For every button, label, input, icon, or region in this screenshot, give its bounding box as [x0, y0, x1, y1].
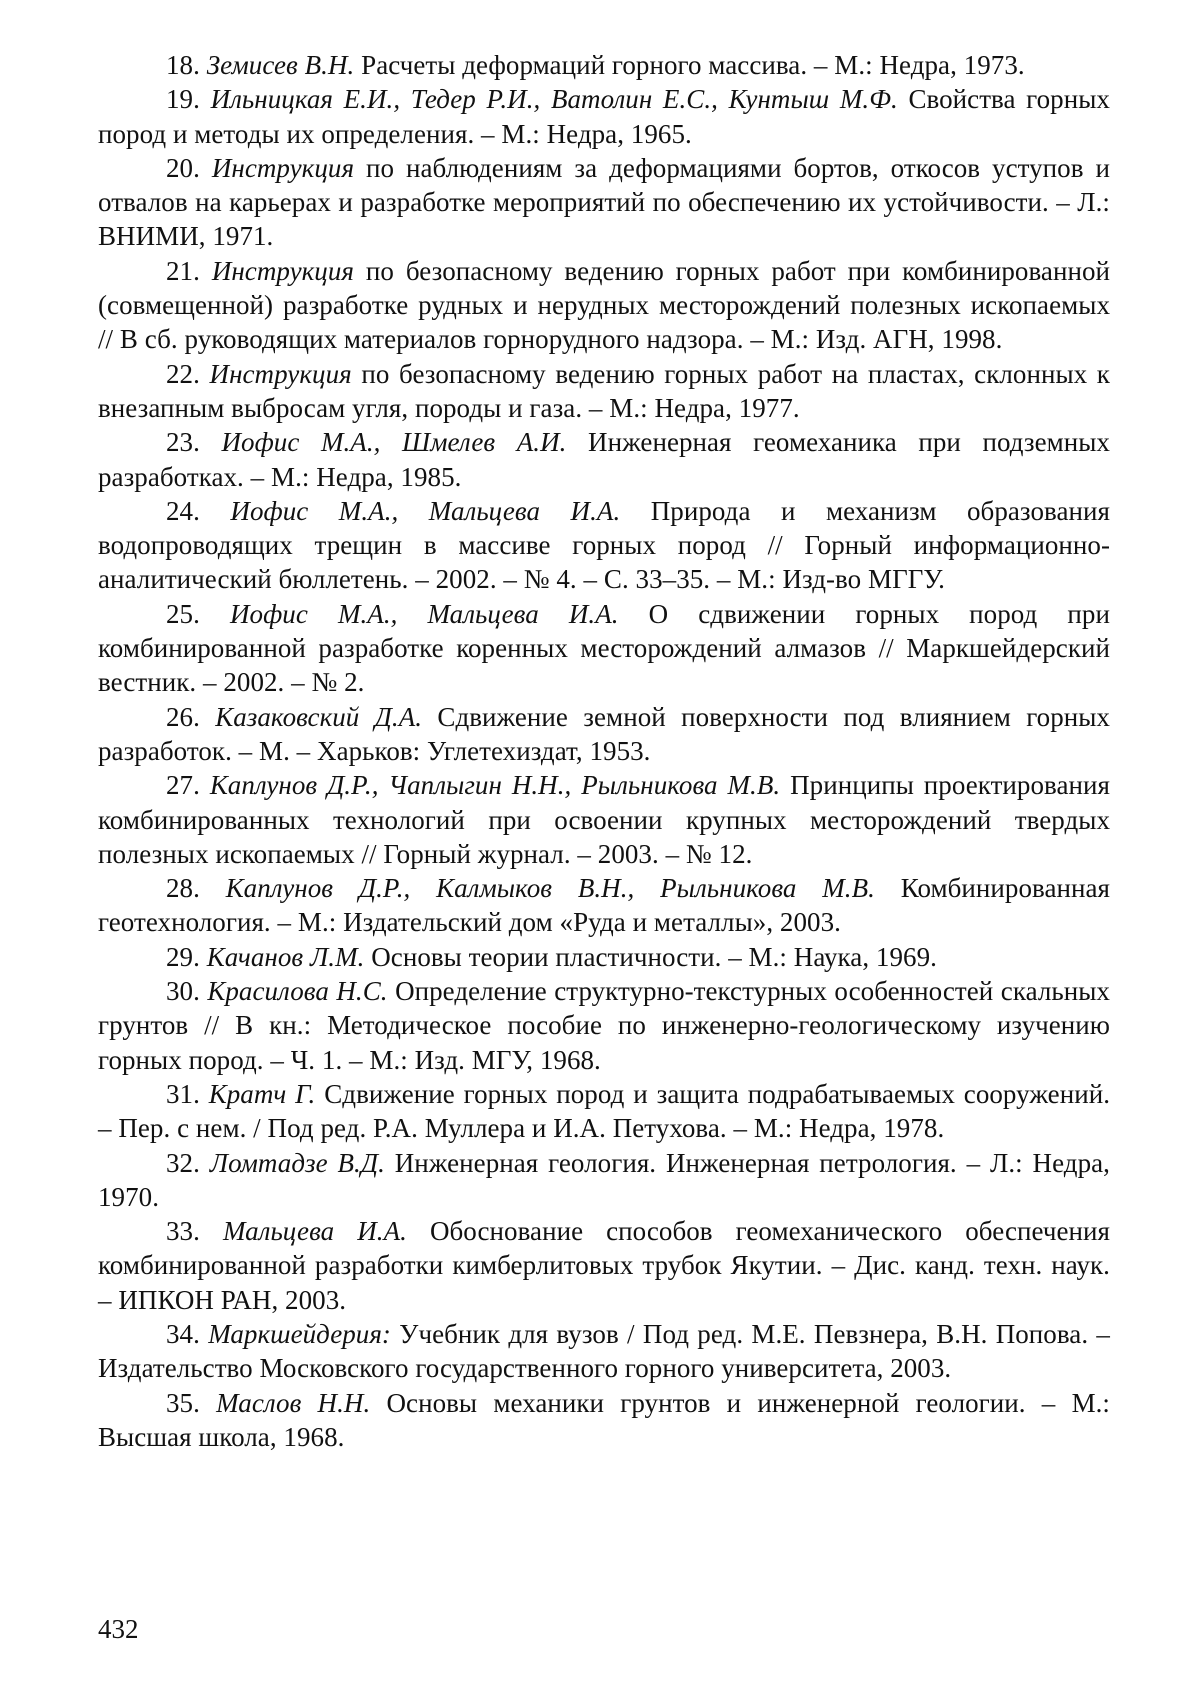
- reference-item-35: 35. Маслов Н.Н. Основы механики грунтов и инженерной геологии. – М.: Высшая школа, 1968.: [98, 1387, 1110, 1452]
- reference-item-28: 28. Каплунов Д.Р., Калмыков В.Н., Рыльникова М.В. Комбинированная геотехнология. – М.: Издательский дом «Руда и металлы», 2003.: [98, 873, 1110, 938]
- reference-item-31: 31. Кратч Г. Сдвижение горных пород и защита подрабатываемых сооружений. – Пер. с нем. / Под ред. Р.А. Муллера и И.А. Петухова. – М.: Недра, 1978.: [98, 1078, 1110, 1144]
- reference-authors: Иофис М.А., Мальцева И.А.: [229, 598, 619, 629]
- reference-text: по безопасному ведению горных работ на пластах, склонных к внезапным выбросам угля, породы и газа. – М.: Недра, 1977.: [98, 358, 1110, 423]
- reference-text: Комбинированная геотехнология. – М.: Издательский дом «Руда и металлы», 2003.: [98, 873, 1110, 938]
- reference-item-24: 24. Иофис М.А., Мальцева И.А. Природа и механизм образования водопроводящих трещин в массиве горных пород // Горный информационно-аналитический бюллетень. – 2002. – № 4. – С. 33–35. – М.: Изд-во МГГУ.: [98, 495, 1110, 595]
- reference-text: Свойства горных пород и методы их определения. – М.: Недра, 1965.: [98, 84, 1110, 149]
- reference-authors: Ломтадзе В.Д.: [209, 1147, 385, 1178]
- reference-text: Учебник для вузов / Под ред. М.Е. Певзнера, В.Н. Попова. – Издательство Московского государственного горного университета, 2003.: [98, 1318, 1110, 1384]
- reference-text: Основы теории пластичности. – М.: Наука, 1969.: [371, 941, 937, 972]
- reference-authors: Кратч Г.: [208, 1078, 316, 1109]
- reference-authors: Иофис М.А., Шмелев А.И.: [221, 427, 567, 458]
- reference-text: Сдвижение земной поверхности под влиянием горных разработок. – М. – Харьков: Углетехиздат, 1953.: [98, 701, 1110, 766]
- reference-item-25: 25. Иофис М.А., Мальцева И.А. О сдвижении горных пород при комбинированной разработке коренных месторождений алмазов // Маркшейдерский вестник. – 2002. – № 2.: [98, 598, 1110, 698]
- reference-item-34: 34. Маркшейдерия: Учебник для вузов / Под ред. М.Е. Певзнера, В.Н. Попова. – Издательство Московского государственного горного университета, 2003.: [98, 1318, 1110, 1384]
- reference-authors: Инструкция: [209, 358, 352, 389]
- reference-text: Обоснование способов геомеханического обеспечения комбинированной разработки кимберлитовых трубок Якутии. – Дис. канд. техн. наук. – ИПКОН РАН, 2003.: [98, 1216, 1110, 1315]
- reference-authors: Земисев В.Н.: [206, 50, 355, 80]
- reference-item-32: 32. Ломтадзе В.Д. Инженерная геология. Инженерная петрология. – Л.: Недра, 1970.: [98, 1147, 1110, 1212]
- reference-item-18: 18. Земисев В.Н. Расчеты деформаций горного массива. – М.: Недра, 1973.: [166, 50, 1025, 80]
- reference-text: Расчеты деформаций горного массива. – М.: Недра, 1973.: [361, 50, 1025, 80]
- reference-text: Определение структурно-текстурных особенностей скальных грунтов // В кн.: Методическое пособие по инженерно-геологическому изучению горных пород. – Ч. 1. – М.: Изд. МГУ, 1968.: [98, 976, 1110, 1075]
- reference-authors: Маркшейдерия:: [208, 1318, 391, 1349]
- reference-item-26: 26. Казаковский Д.А. Сдвижение земной поверхности под влиянием горных разработок. – М. – Харьков: Углетехиздат, 1953.: [98, 701, 1110, 766]
- reference-item-21: 21. Инструкция по безопасному ведению горных работ при комбинированной (совмещенной) разработке рудных и нерудных месторождений полезных ископаемых // В сб. руководящих материалов горнорудного надзора. – М.: Изд. АГН, 1998.: [98, 255, 1110, 355]
- reference-authors: Каплунов Д.Р., Чаплыгин Н.Н., Рыльникова М.В.: [209, 770, 781, 801]
- reference-item-19: 19. Ильницкая Е.И., Тедер Р.И., Ватолин Е.С., Кунтыш М.Ф. Свойства горных пород и методы их определения. – М.: Недра, 1965.: [98, 84, 1110, 149]
- reference-authors: Инструкция: [211, 152, 355, 183]
- reference-text: по наблюдениям за деформациями бортов, откосов уступов и отвалов на карьерах и разработке мероприятий по обеспечению их устойчивости. – Л.: ВНИМИ, 1971.: [98, 152, 1110, 252]
- reference-item-20: 20. Инструкция по наблюдениям за деформациями бортов, откосов уступов и отвалов на карьерах и разработке мероприятий по обеспечению их устойчивости. – Л.: ВНИМИ, 1971.: [98, 152, 1110, 252]
- reference-page: [98, 48, 1110, 1608]
- reference-text: Основы механики грунтов и инженерной геологии. – М.: Высшая школа, 1968.: [98, 1387, 1110, 1452]
- reference-item-23: 23. Иофис М.А., Шмелев А.И. Инженерная геомеханика при подземных разработках. – М.: Недра, 1985.: [98, 427, 1110, 492]
- reference-text: Принципы проектирования комбинированных технологий при освоении крупных месторождений твердых полезных ископаемых // Горный журнал. – 2003. – № 12.: [98, 770, 1110, 869]
- reference-authors: Иофис М.А., Мальцева И.А.: [230, 495, 621, 526]
- reference-text: Природа и механизм образования водопроводящих трещин в массиве горных пород // Горный информационно-аналитический бюллетень. – 2002. – № 4. – С. 33–35. – М.: Изд-во МГГУ.: [98, 495, 1110, 595]
- reference-authors: Ильницкая Е.И., Тедер Р.И., Ватолин Е.С., Кунтыш М.Ф.: [210, 84, 898, 115]
- reference-item-30: 30. Красилова Н.С. Определение структурно-текстурных особенностей скальных грунтов // В кн.: Методическое пособие по инженерно-геологическому изучению горных пород. – Ч. 1. – М.: Изд. МГУ, 1968.: [98, 976, 1110, 1075]
- reference-authors: Каплунов Д.Р., Калмыков В.Н., Рыльникова М.В.: [225, 873, 875, 904]
- reference-text: Инженерная геомеханика при подземных разработках. – М.: Недра, 1985.: [98, 427, 1110, 492]
- reference-item-29: 29. Качанов Л.М. Основы теории пластичности. – М.: Наука, 1969.: [166, 941, 937, 972]
- reference-list: [98, 48, 1110, 1454]
- reference-item-33: 33. Мальцева И.А. Обоснование способов геомеханического обеспечения комбинированной разработки кимберлитовых трубок Якутии. – Дис. канд. техн. наук. – ИПКОН РАН, 2003.: [98, 1216, 1110, 1315]
- page-number: 432: [98, 1614, 139, 1644]
- reference-authors: Казаковский Д.А.: [215, 701, 423, 732]
- reference-authors: Качанов Л.М.: [206, 941, 365, 972]
- reference-item-27: 27. Каплунов Д.Р., Чаплыгин Н.Н., Рыльникова М.В. Принципы проектирования комбинированных технологий при освоении крупных месторождений твердых полезных ископаемых // Горный журнал. – 2003. – № 12.: [98, 770, 1110, 869]
- reference-authors: Красилова Н.С.: [207, 976, 388, 1007]
- reference-authors: Инструкция: [211, 255, 354, 286]
- reference-text: Инженерная геология. Инженерная петрология. – Л.: Недра, 1970.: [98, 1147, 1110, 1212]
- reference-authors: Маслов Н.Н.: [216, 1387, 371, 1418]
- reference-text: Сдвижение горных пород и защита подрабатываемых сооружений. – Пер. с нем. / Под ред. Р.А. Муллера и И.А. Петухова. – М.: Недра, 1978.: [98, 1078, 1110, 1144]
- reference-text: О сдвижении горных пород при комбинированной разработке коренных месторождений алмазов // Маркшейдерский вестник. – 2002. – № 2.: [98, 598, 1110, 698]
- reference-authors: Мальцева И.А.: [222, 1216, 407, 1247]
- reference-text: по безопасному ведению горных работ при комбинированной (совмещенной) разработке рудных и нерудных месторождений полезных ископаемых // В сб. руководящих материалов горнорудного надзора. – М.: Изд. АГН, 1998.: [98, 255, 1110, 355]
- reference-item-22: 22. Инструкция по безопасному ведению горных работ на пластах, склонных к внезапным выбросам угля, породы и газа. – М.: Недра, 1977.: [98, 358, 1110, 423]
